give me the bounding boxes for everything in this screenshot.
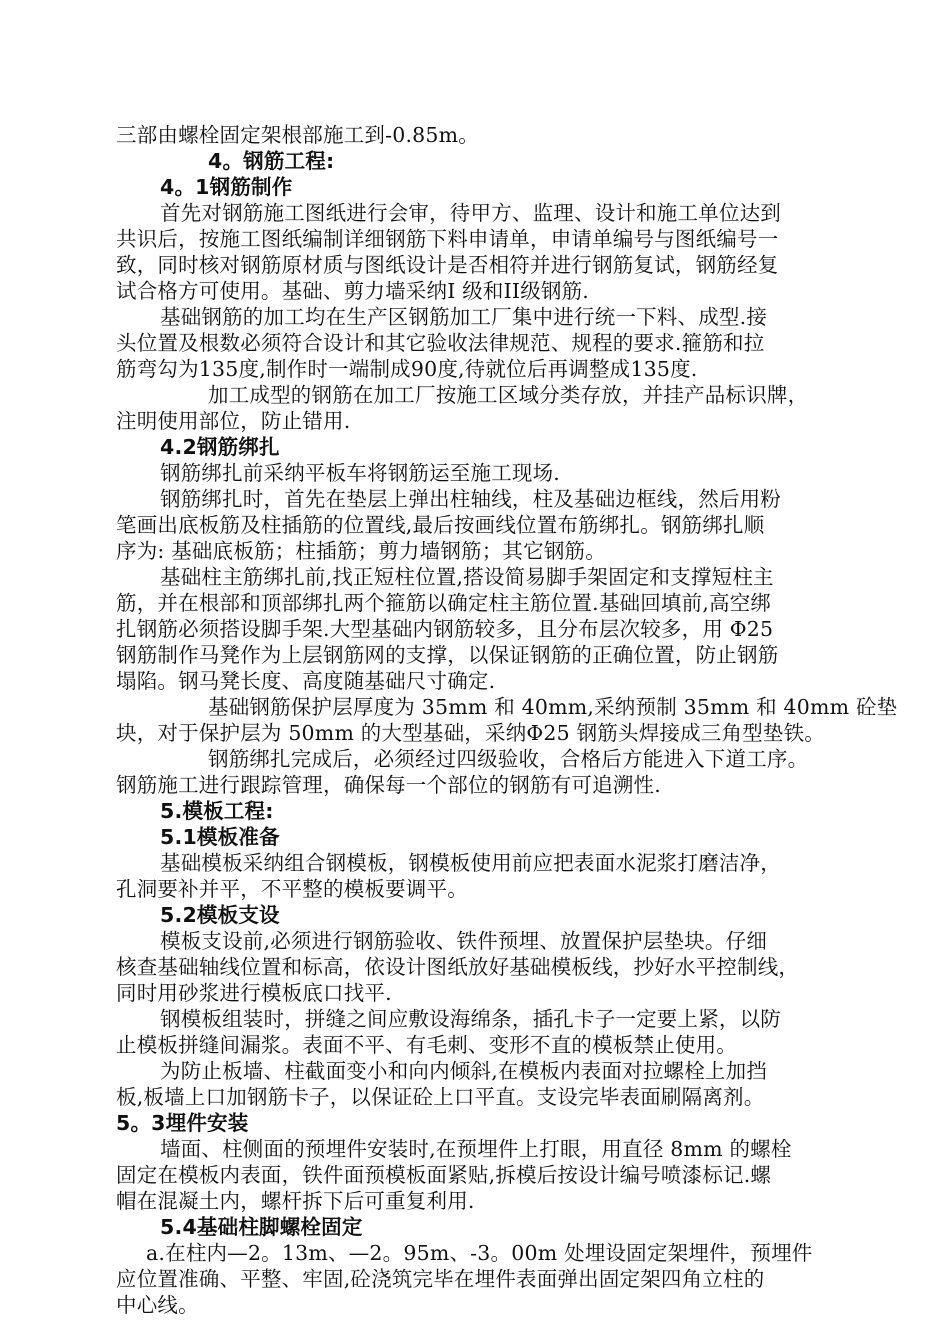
body-line: 筋，并在根部和顶部绑扎两个箍筋以确定柱主筋位置.基础回填前,高空绑 — [116, 591, 772, 615]
body-line: 模板支设前,必须进行钢筋验收、铁件预埋、放置保护层垫块。仔细 — [160, 929, 768, 953]
body-line: a.在柱内—2。13m、—2。95m、-3。00m 处埋设固定架埋件，预埋件 — [146, 1241, 813, 1265]
section-heading: 5.模板工程: — [160, 799, 274, 823]
body-line: 中心线。 — [116, 1293, 199, 1317]
body-line: 三部由螺栓固定架根部施工到-0.85m。 — [116, 123, 480, 147]
body-line: 塌陷。钢马凳长度、高度随基础尺寸确定. — [116, 669, 496, 693]
body-line: 加工成型的钢筋在加工厂按施工区域分类存放，并挂产品标识牌， — [208, 383, 809, 407]
body-line: 为防止板墙、柱截面变小和向内倾斜,在模板内表面对拉螺栓上加挡 — [160, 1059, 768, 1083]
body-line: 孔洞要补并平，不平整的模板要调平。 — [116, 877, 468, 901]
body-line: 基础钢筋保护层厚度为 35mm 和 40mm,采纳预制 35mm 和 40mm 砼垫 — [208, 695, 898, 719]
body-line: 钢筋绑扎前采纳平板车将钢筋运至施工现场. — [160, 461, 561, 485]
body-line: 基础柱主筋绑扎前,找正短柱位置,搭设简易脚手架固定和支撑短柱主 — [160, 565, 774, 589]
body-line: 钢筋制作马凳作为上层钢筋网的支撑，以保证钢筋的正确位置，防止钢筋 — [116, 643, 779, 667]
body-line: 止模板拼缝间漏浆。表面不平、有毛刺、变形不直的模板禁止使用。 — [116, 1033, 737, 1057]
body-line: 板,板墙上口加钢筋卡子，以保证砼上口平直。支设完毕表面刷隔离剂。 — [116, 1085, 765, 1109]
body-line: 筋弯勾为135度,制作时一端制成90度,待就位后再调整成135度. — [116, 357, 698, 381]
body-line: 基础钢筋的加工均在生产区钢筋加工厂集中进行统一下料、成型.接 — [160, 305, 768, 329]
body-line: 钢筋绑扎完成后，必须经过四级验收，合格后方能进入下道工序。 — [208, 747, 809, 771]
subsection-heading: 4.2钢筋绑扎 — [160, 435, 280, 459]
body-line: 共识后，按施工图纸编制详细钢筋下料申请单，申请单编号与图纸编号一 — [116, 227, 779, 251]
subsection-heading: 5.1模板准备 — [160, 825, 280, 849]
body-line: 基础模板采纳组合钢模板，钢模板使用前应把表面水泥浆打磨洁净， — [160, 851, 781, 875]
body-line: 试合格方可使用。基础、剪力墙采纳I 级和II级钢筋. — [116, 279, 590, 303]
body-line: 序为: 基础底板筋；柱插筋；剪力墙钢筋；其它钢筋。 — [116, 539, 606, 563]
body-line: 同时用砂浆进行模板底口找平. — [116, 981, 392, 1005]
body-line: 笔画出底板筋及柱插筋的位置线,最后按画线位置布筋绑扎。钢筋绑扎顺 — [116, 513, 765, 537]
section-heading: 4。钢筋工程: — [208, 149, 335, 173]
body-line: 首先对钢筋施工图纸进行会审，待甲方、监理、设计和施工单位达到 — [160, 201, 781, 225]
body-line: 注明使用部位，防止错用. — [116, 409, 351, 433]
subsection-heading: 4。1钢筋制作 — [160, 175, 293, 199]
body-line: 扎钢筋必须搭设脚手架.大型基础内钢筋较多，且分布层次较多，用 Φ25 — [116, 617, 774, 641]
body-line: 钢筋施工进行跟踪管理，确保每一个部位的钢筋有可追溯性. — [116, 773, 661, 797]
body-line: 块，对于保护层为 50mm 的大型基础，采纳Φ25 钢筋头焊接成三角型垫铁。 — [116, 721, 826, 745]
subsection-heading: 5.4基础柱脚螺栓固定 — [160, 1215, 363, 1239]
body-line: 致，同时核对钢筋原材质与图纸设计是否相符并进行钢筋复试，钢筋经复 — [116, 253, 779, 277]
body-line: 固定在模板内表面，铁件面预模板面紧贴,拆模后按设计编号喷漆标记.螺 — [116, 1163, 772, 1187]
body-line: 头位置及根数必须符合设计和其它验收法律规范、规程的要求.箍筋和拉 — [116, 331, 765, 355]
body-line: 应位置准确、平整、牢固,砼浇筑完毕在埋件表面弹出固定架四角立柱的 — [116, 1267, 765, 1291]
body-line: 核查基础轴线位置和标高，依设计图纸放好基础模板线，抄好水平控制线， — [116, 955, 800, 979]
subsection-heading: 5.2模板支设 — [160, 903, 280, 927]
body-line: 钢筋绑扎时，首先在垫层上弹出柱轴线，柱及基础边框线，然后用粉 — [160, 487, 781, 511]
body-line: 帽在混凝土内，螺杆拆下后可重复利用. — [116, 1189, 475, 1213]
body-line: 钢模板组装时，拼缝之间应敷设海绵条，插孔卡子一定要上紧，以防 — [160, 1007, 781, 1031]
body-line: 墙面、柱侧面的预埋件安装时,在预埋件上打眼，用直径 8mm 的螺栓 — [160, 1137, 792, 1161]
subsection-heading: 5。3埋件安装 — [116, 1111, 249, 1135]
